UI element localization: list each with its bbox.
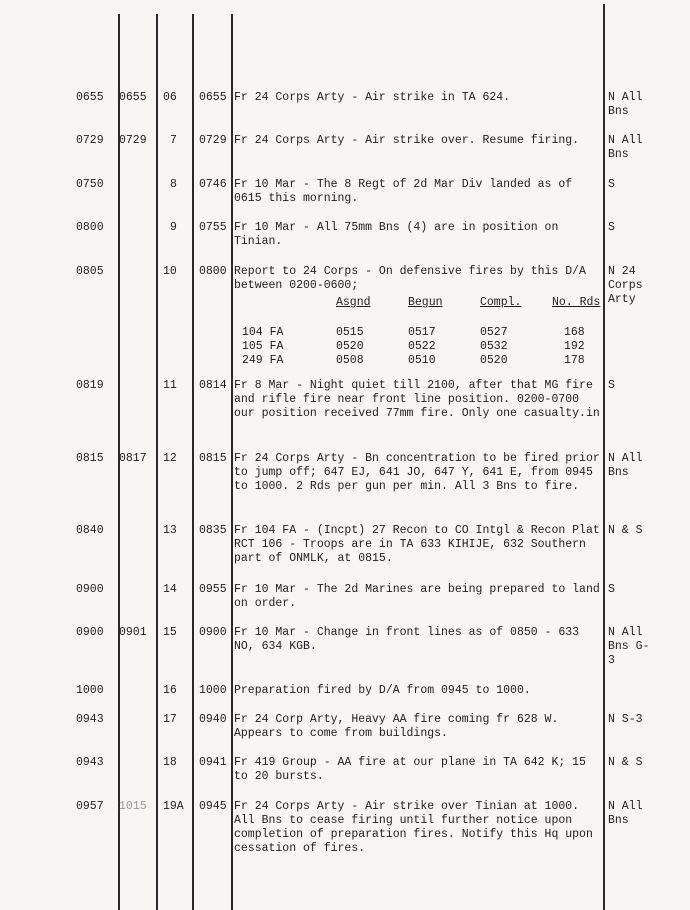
message-text: Fr 24 Corp Arty, Heavy AA fire coming fr 628 W. Appears to come from buildings. [234, 713, 559, 740]
serial-number: 16 [163, 684, 177, 697]
serial-number: 19A [163, 800, 184, 813]
time-of-message: 0655 [199, 91, 227, 104]
time-received: 0655 [119, 91, 147, 104]
time-in: 0900 [76, 583, 104, 596]
serial-number: 12 [163, 452, 177, 465]
distribution: N S-3 [608, 713, 643, 726]
table-cell: 0532 [480, 340, 508, 353]
time-of-message: 0940 [199, 713, 227, 726]
column-rule-4 [231, 14, 233, 910]
table-cell: 178 [564, 354, 585, 367]
table-cell: 104 FA [242, 326, 284, 339]
table-cell: 0520 [336, 340, 364, 353]
column-rule-3 [192, 14, 194, 910]
distribution: N & S [608, 756, 643, 769]
time-in: 0900 [76, 626, 104, 639]
serial-number: 10 [163, 265, 177, 278]
message-text: Fr 24 Corps Arty - Air strike over Tinian at 1000. All Bns to cease firing until further notice upon completion of preparation fires. Notify this Hq upon cessation of fires. [234, 800, 593, 855]
time-in: 0800 [76, 221, 104, 234]
table-cell: 0527 [480, 326, 508, 339]
message-text: Fr 24 Corps Arty - Air strike in TA 624. [234, 91, 511, 104]
distribution: N All Bns [608, 91, 643, 118]
column-header: Compl. [480, 296, 522, 309]
time-in: 0750 [76, 178, 104, 191]
table-cell: 168 [564, 326, 585, 339]
column-rule-2 [156, 14, 158, 910]
message-text: Fr 419 Group - AA fire at our plane in TA 642 K; 15 to 20 bursts. [234, 756, 586, 783]
time-of-message: 0814 [199, 379, 227, 392]
message-text: Fr 24 Corps Arty - Air strike over. Resume firing. [234, 134, 580, 147]
message-text: Fr 8 Mar - Night quiet till 2100, after that MG fire and rifle fire near front line position. 0200-0700 our position received 77mm fire. Only one casualty.in [234, 379, 600, 420]
time-in: 0819 [76, 379, 104, 392]
table-cell: 192 [564, 340, 585, 353]
distribution: N All Bns [608, 800, 643, 827]
time-in: 0943 [76, 756, 104, 769]
message-text: Fr 10 Mar - The 8 Regt of 2d Mar Div landed as of 0615 this morning. [234, 178, 573, 205]
message-text: Report to 24 Corps - On defensive fires by this D/A between 0200-0600; [234, 265, 586, 292]
time-in: 0729 [76, 134, 104, 147]
message-text: Fr 104 FA - (Incpt) 27 Recon to CO Intgl & Recon Plat RCT 106 - Troops are in TA 633 KIHIJE, 632 Southern part of ONMLK, at 0815. [234, 524, 600, 565]
time-of-message: 0941 [199, 756, 227, 769]
message-text: Fr 10 Mar - The 2d Marines are being prepared to land on order. [234, 583, 600, 610]
time-of-message: 1000 [199, 684, 227, 697]
time-of-message: 0755 [199, 221, 227, 234]
distribution: N & S [608, 524, 643, 537]
column-header: No. Rds [552, 296, 601, 309]
serial-number: 9 [170, 221, 177, 234]
table-cell: 249 FA [242, 354, 284, 367]
time-of-message: 0800 [199, 265, 227, 278]
table-cell: 0510 [408, 354, 436, 367]
serial-number: 11 [163, 379, 177, 392]
time-in: 0805 [76, 265, 104, 278]
table-cell: 0515 [336, 326, 364, 339]
time-of-message: 0900 [199, 626, 227, 639]
serial-number: 18 [163, 756, 177, 769]
time-of-message: 0815 [199, 452, 227, 465]
time-of-message: 0746 [199, 178, 227, 191]
serial-number: 17 [163, 713, 177, 726]
time-received: 1015 [119, 800, 147, 813]
time-of-message: 0945 [199, 800, 227, 813]
time-in: 0815 [76, 452, 104, 465]
serial-number: 7 [170, 134, 177, 147]
column-header: Asgnd [336, 296, 371, 309]
serial-number: 13 [163, 524, 177, 537]
time-in: 1000 [76, 684, 104, 697]
time-received: 0817 [119, 452, 147, 465]
distribution: N 24 Corps Arty [608, 265, 643, 306]
message-text: Fr 10 Mar - Change in front lines as of 0850 - 633 NO, 634 KGB. [234, 626, 580, 653]
table-cell: 0508 [336, 354, 364, 367]
time-of-message: 0955 [199, 583, 227, 596]
time-of-message: 0835 [199, 524, 227, 537]
time-received: 0901 [119, 626, 147, 639]
time-in: 0957 [76, 800, 104, 813]
message-text: Fr 10 Mar - All 75mm Bns (4) are in position on Tinian. [234, 221, 559, 248]
table-cell: 105 FA [242, 340, 284, 353]
distribution: S [608, 221, 615, 234]
distribution: N All Bns G-3 [608, 626, 650, 667]
distribution: N All Bns [608, 452, 643, 479]
time-in: 0840 [76, 524, 104, 537]
message-text: Preparation fired by D/A from 0945 to 1000. [234, 684, 531, 697]
distribution: N All Bns [608, 134, 643, 161]
table-cell: 0520 [480, 354, 508, 367]
time-in: 0943 [76, 713, 104, 726]
serial-number: 8 [170, 178, 177, 191]
serial-number: 14 [163, 583, 177, 596]
time-of-message: 0729 [199, 134, 227, 147]
time-received: 0729 [119, 134, 147, 147]
table-cell: 0517 [408, 326, 436, 339]
distribution: S [608, 379, 615, 392]
distribution: S [608, 583, 615, 596]
serial-number: 15 [163, 626, 177, 639]
serial-number: 06 [163, 91, 177, 104]
message-text: Fr 24 Corps Arty - Bn concentration to be fired prior to jump off; 647 EJ, 641 JO, 647 Y, 641 E, from 0945 to 1000. 2 Rds per gun per min. All 3 Bns to fire. [234, 452, 600, 493]
distribution: S [608, 178, 615, 191]
column-header: Begun [408, 296, 443, 309]
time-in: 0655 [76, 91, 104, 104]
table-cell: 0522 [408, 340, 436, 353]
